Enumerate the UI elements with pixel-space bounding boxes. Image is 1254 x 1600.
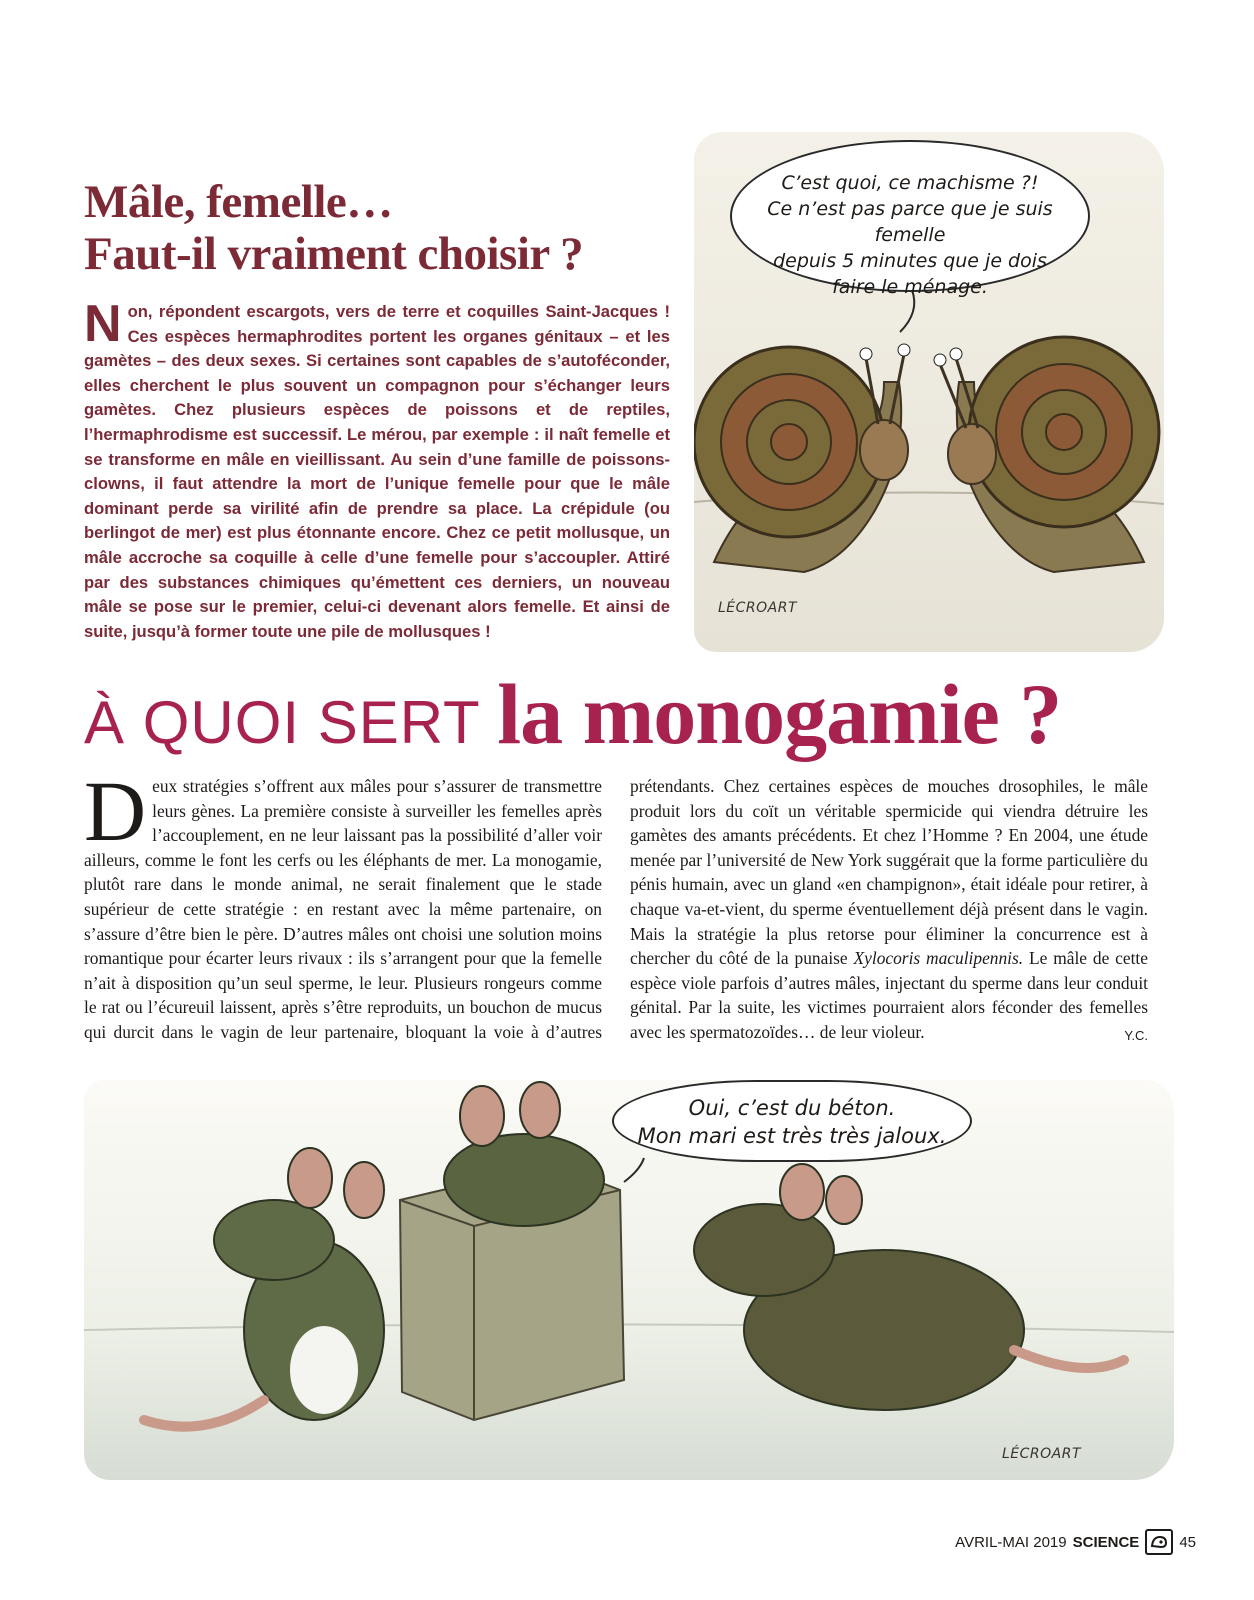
speech-line: Oui, c’est du béton. — [688, 1096, 896, 1120]
artist-signature: LÉCROART — [718, 600, 798, 616]
article-body — [84, 295, 670, 644]
section-title-light: À QUOI SERT — [84, 689, 498, 756]
issue-date: AVRIL-MAI 2019 — [955, 1533, 1067, 1551]
speech-line: C’est quoi, ce machisme ?! — [781, 172, 1039, 194]
speech-line: faire le ménage. — [832, 276, 988, 298]
speech-bubble — [730, 140, 1090, 298]
page-footer — [906, 1524, 1196, 1560]
speech-line: depuis 5 minutes que je dois — [773, 250, 1047, 272]
rat-cartoon — [84, 1080, 1174, 1480]
section-title — [84, 664, 1184, 764]
speech-line: Ce n’est pas parce que je suis femelle — [767, 198, 1053, 246]
speech-line: Mon mari est très très jaloux. — [637, 1124, 947, 1148]
section-text: eux stratégies s’offrent aux mâles pour s’assurer de transmettre leurs gènes. La première consiste à surveiller les femelles après l’accouplement, en ne leur laissant pas la possibilité d’aller voir ailleurs, comme le font les cerfs ou les éléphants de mer. La monogamie, plutôt rare dans le monde animal, ne serait finalement que le stade supérieur de cette stratégie : en restant avec la même partenaire, on s’assure d’être bien le père. D’autres mâles ont choisi une solution moins romantique pour écarter leurs rivaux : ils s’arrangent pour que la femelle n’ait à disposition qu’un seul sperme, le leur. Plusieurs rongeurs comme le rat ou l’écureuil laissent, après s’être reproduits, un bouchon de mucus qui durcit dans le vagin de leur partenaire, bloquant la voie à d’autres prétendants. Chez certaines espèces de mouches drosophiles, le mâle produit lors du coït un véritable spermicide qui viendra détruire les gamètes des amants précédents. Et chez l’Homme ? En 2004, une étude menée par l’université de New York suggérait que la forme particulière du pénis humain, avec un gland «en champignon», était idéale pour retirer, à chaque va-et-vient, du sperme éventuellement déjà présent dans le vagin. Mais la stratégie la plus retorse pour éliminer la concurrence est à chercher du côté de la punaise — [84, 776, 1148, 1042]
drop-cap: D — [84, 763, 147, 859]
section-text-end: Le mâle de cette espèce viole parfois d’autres mâles, injectant du sperme dans leur conduit génital. Par la suite, les victimes pourraient alors féconder des femelles avec les spermatozoïdes… de leur violeur. — [630, 948, 1148, 1042]
article-text: on, répondent escargots, vers de terre et coquilles Saint-Jacques ! Ces espèces hermaphrodites portent les organes génitaux – et les gamètes – des deux sexes. Si certaines sont capables de s’autoféconder, elles cherchent le plus souvent un compagnon pour s’échanger leurs gamètes. Chez plusieurs espèces de poissons et de reptiles, l’hermaphrodisme est successif. Le mérou, par exemple : il naît femelle et se transforme en mâle en vieillissant. Au sein d’une famille de poissons-clowns, il faut attendre la mort de l’unique femelle pour que le mâle dominant perde sa virilité afin de prendre sa place. La crépidule (ou berlingot de mer) est plus étonnante encore. Chez ce petit mollusque, un mâle accroche sa coquille à celle d’une femelle pour s’accoupler. Attiré par des substances chimiques qu’émettent ces derniers, un nouveau mâle se pose sur le premier, celui-ci devenant alors femelle. Et ainsi de suite, jusqu’à former toute une pile de mollusques ! — [84, 302, 670, 641]
title-line-2: Faut-il vraiment choisir ? — [84, 228, 584, 280]
logo-mark-icon — [1149, 1534, 1169, 1550]
snail-cartoon — [694, 132, 1164, 652]
title-line-1: Mâle, femelle… — [84, 176, 393, 228]
species-name: Xylocoris maculipennis. — [853, 948, 1024, 969]
speech-bubble — [612, 1080, 972, 1162]
section-body — [84, 763, 1148, 1049]
magazine-logo-icon — [1145, 1529, 1173, 1555]
author-initials: Y.C. — [1124, 1027, 1148, 1043]
magazine-name: SCIENCE — [1072, 1533, 1140, 1551]
section-title-bold: la monogamie ? — [497, 666, 1062, 762]
article-title — [84, 176, 684, 280]
drop-cap: N — [84, 295, 122, 353]
artist-signature: LÉCROART — [1002, 1446, 1082, 1462]
page-number: 45 — [1179, 1533, 1196, 1551]
